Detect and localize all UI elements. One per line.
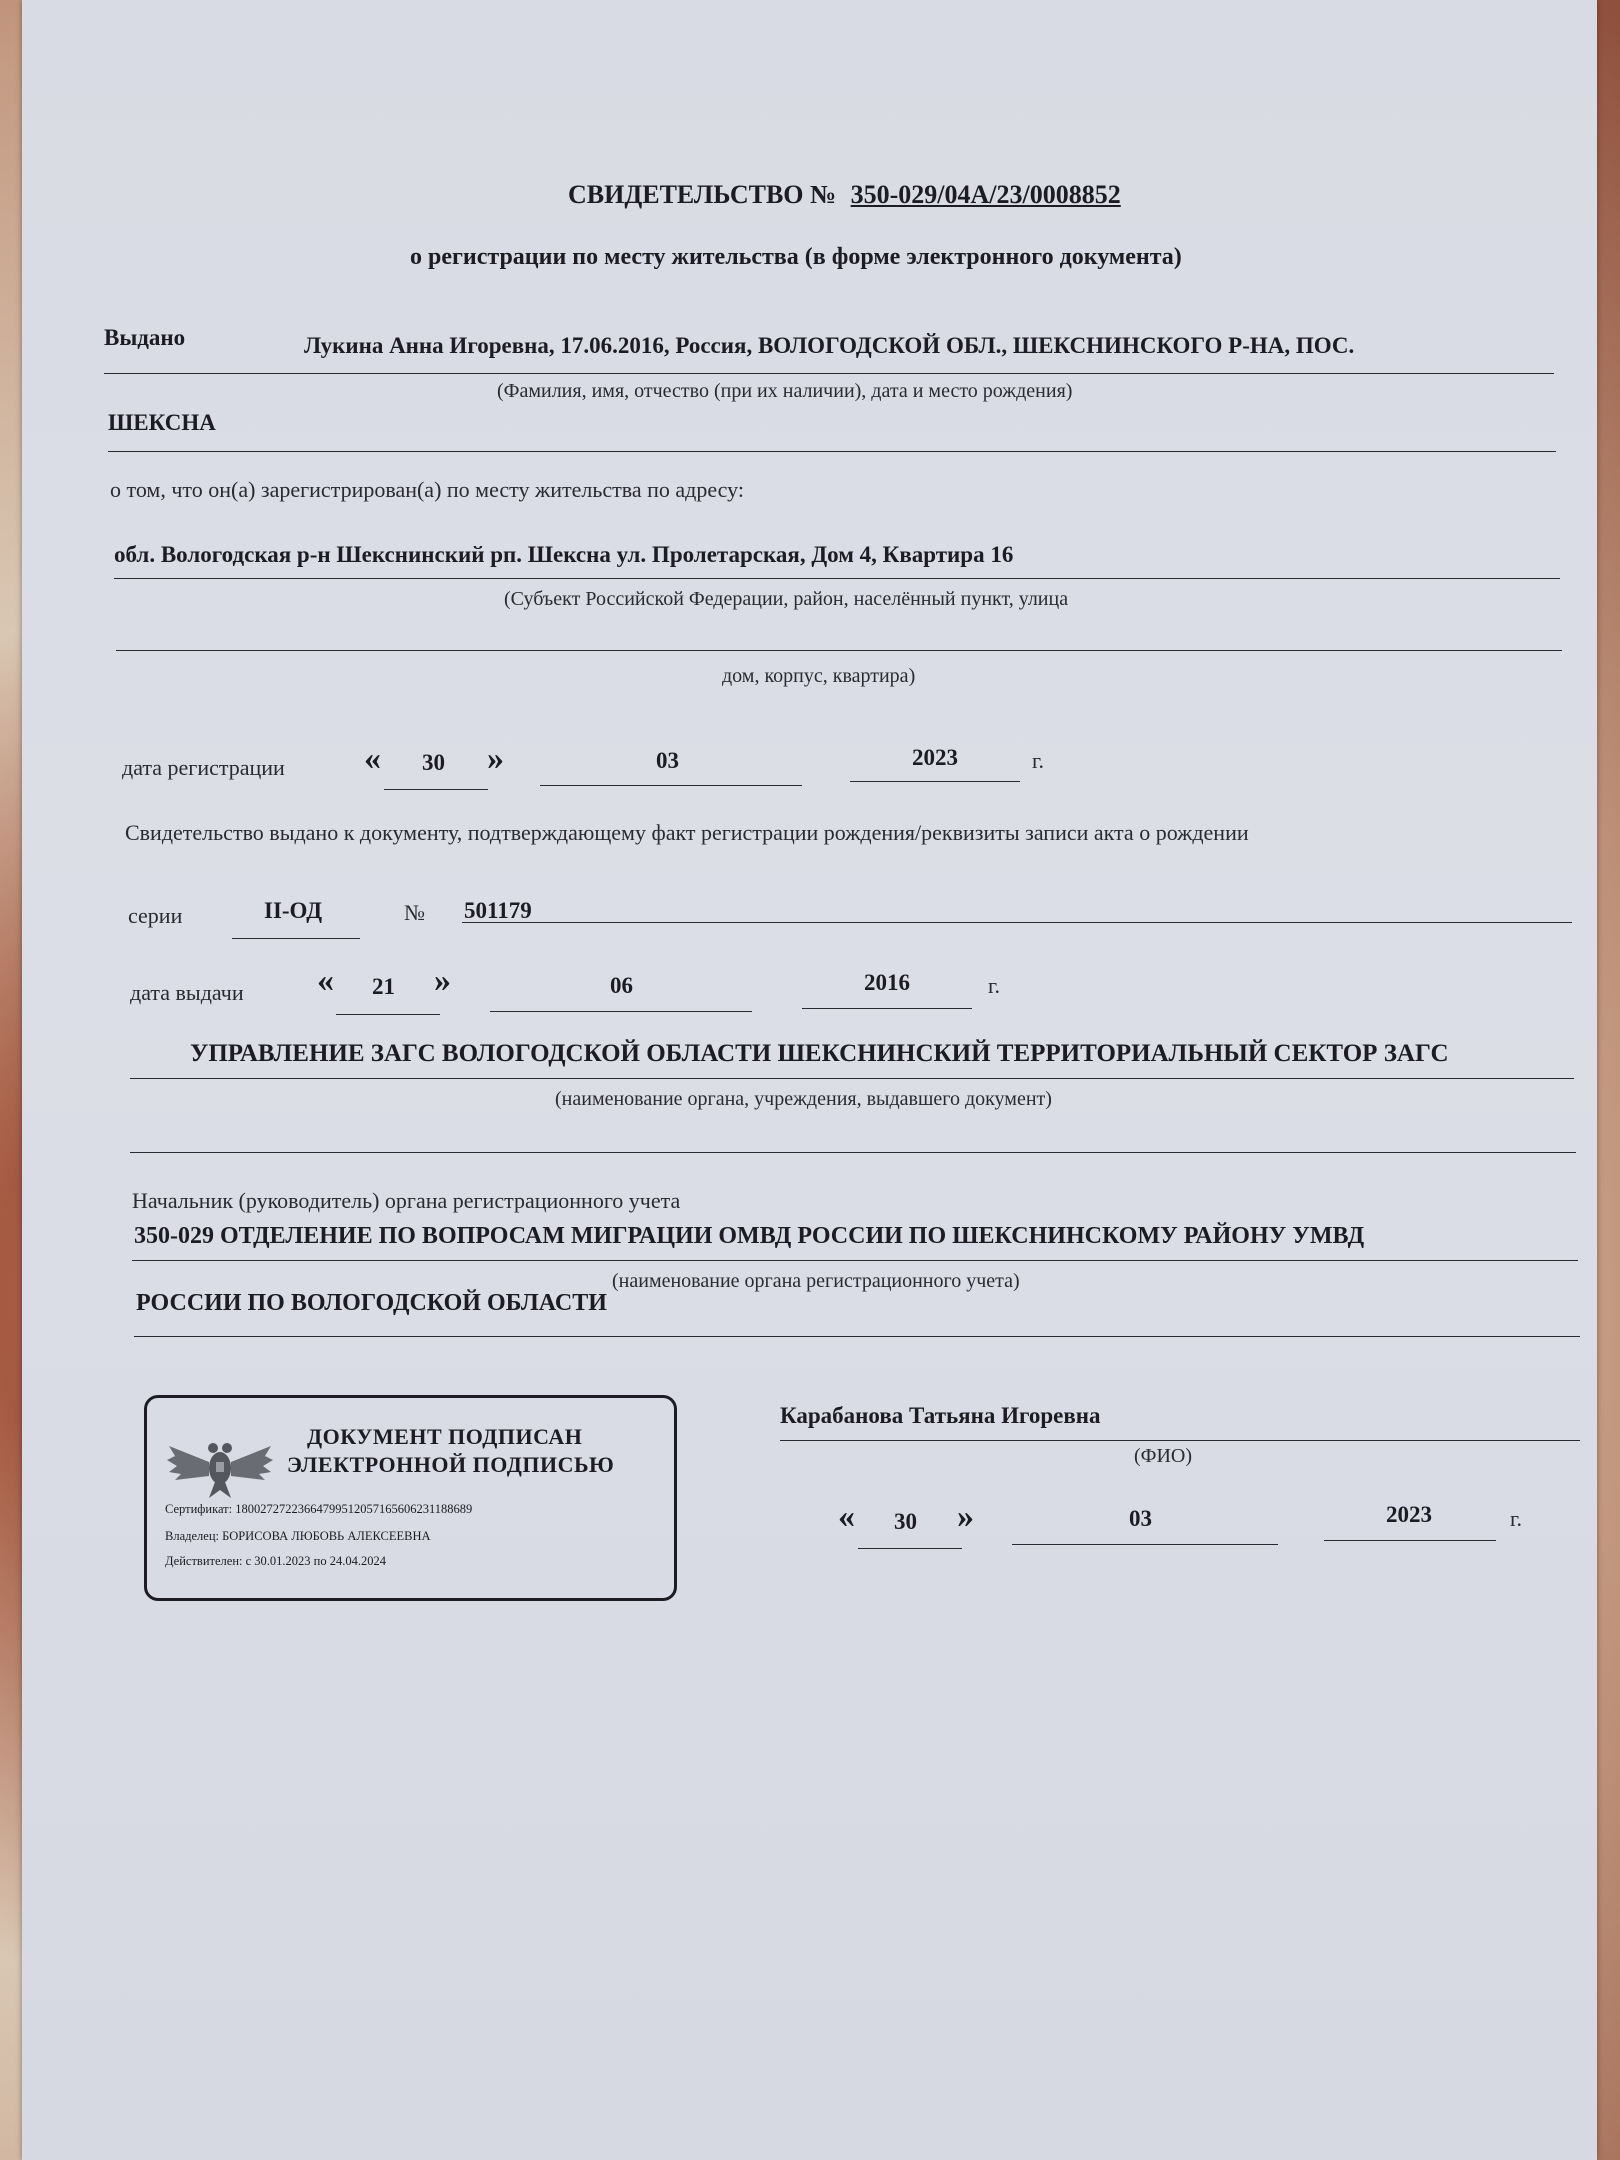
- issued-person-cont: ШЕКСНА: [108, 410, 216, 435]
- signer-line: [780, 1440, 1580, 1441]
- certificate-number: 350-029/04А/23/0008852: [850, 180, 1121, 209]
- signer-day: 30: [894, 1509, 917, 1534]
- registration-close-quote: »: [487, 740, 504, 777]
- issue-day-line: [336, 1014, 440, 1015]
- certificate-title-label: СВИДЕТЕЛЬСТВО №: [568, 180, 837, 209]
- signer-year-suffix: г.: [1510, 1506, 1523, 1531]
- issue-year-line: [802, 1008, 972, 1009]
- electronic-signature-stamp: [144, 1395, 677, 1601]
- stamp-validity: Действителен: с 30.01.2023 по 24.04.2024: [165, 1554, 386, 1568]
- signer-day-line: [858, 1548, 962, 1549]
- address-value: обл. Вологодская р-н Шекснинский рп. Шексна ул. Пролетарская, Дом 4, Квартира 16: [114, 542, 1014, 567]
- series-line: [232, 938, 360, 939]
- address-intro: о том, что он(а) зарегистрирован(а) по месту жительства по адресу:: [110, 477, 744, 502]
- authority-line-2: [134, 1336, 1580, 1337]
- certificate-title: [568, 180, 1121, 210]
- authority-caption: (наименование органа регистрационного учета): [612, 1270, 1020, 1292]
- signer-close-quote: »: [957, 1498, 974, 1535]
- issue-month-line: [490, 1011, 752, 1012]
- issued-line-1: [104, 373, 1554, 374]
- registration-date-label: дата регистрации: [122, 755, 285, 780]
- registration-year: 2023: [912, 745, 958, 770]
- registration-open-quote: «: [364, 740, 381, 777]
- issuer-line-2: [130, 1152, 1576, 1153]
- issued-caption: (Фамилия, имя, отчество (при их наличии), дата и место рождения): [497, 380, 1073, 402]
- signer-caption: (ФИО): [1134, 1445, 1193, 1467]
- registration-day: 30: [422, 750, 445, 775]
- signer-year-line: [1324, 1540, 1496, 1541]
- stamp-title-2: ЭЛЕКТРОННОЙ ПОДПИСЬЮ: [287, 1452, 615, 1477]
- registration-month: 03: [656, 748, 679, 773]
- number-line: [462, 922, 1572, 923]
- document-sheet: [22, 0, 1597, 2160]
- registration-day-line: [384, 789, 488, 790]
- issue-day: 21: [372, 974, 395, 999]
- stamp-owner: Владелец: БОРИСОВА ЛЮБОВЬ АЛЕКСЕЕВНА: [165, 1529, 431, 1543]
- address-line-1: [114, 578, 1560, 579]
- stamp-certificate: Сертификат: 18002727223664799512057165606231188689: [165, 1502, 473, 1516]
- issuer-line: [130, 1078, 1574, 1079]
- certificate-subtitle: о регистрации по месту жительства (в форме электронного документа): [410, 244, 1182, 270]
- issuer-name: УПРАВЛЕНИЕ ЗАГС ВОЛОГОДСКОЙ ОБЛАСТИ ШЕКСНИНСКИЙ ТЕРРИТОРИАЛЬНЫЙ СЕКТОР ЗАГС: [190, 1040, 1449, 1067]
- signer-year: 2023: [1386, 1502, 1432, 1527]
- issue-year-suffix: г.: [988, 973, 1001, 998]
- issued-label: Выдано: [104, 325, 186, 350]
- address-line-2: [116, 650, 1562, 651]
- authority-label: Начальник (руководитель) органа регистрационного учета: [132, 1188, 681, 1213]
- address-caption-1: (Субъект Российской Федерации, район, населённый пункт, улица: [504, 588, 1069, 610]
- registration-year-line: [850, 781, 1020, 782]
- registration-year-suffix: г.: [1032, 748, 1045, 773]
- address-caption-2: дом, корпус, квартира): [722, 665, 916, 687]
- authority-name-cont: РОССИИ ПО ВОЛОГОДСКОЙ ОБЛАСТИ: [136, 1290, 607, 1316]
- series-value: II-ОД: [264, 898, 323, 923]
- series-label: серии: [128, 903, 183, 928]
- issued-line-2: [108, 451, 1556, 452]
- issue-year: 2016: [864, 970, 910, 995]
- eagle-emblem-icon: [165, 1432, 275, 1502]
- number-value: 501179: [464, 898, 532, 923]
- signer-month-line: [1012, 1544, 1278, 1545]
- issue-open-quote: «: [317, 962, 334, 999]
- authority-name: 350-029 ОТДЕЛЕНИЕ ПО ВОПРОСАМ МИГРАЦИИ ОМВД РОССИИ ПО ШЕКСНИНСКОМУ РАЙОНУ УМВД: [134, 1223, 1365, 1249]
- registration-month-line: [540, 785, 802, 786]
- signer-month: 03: [1129, 1506, 1152, 1531]
- issued-person: Лукина Анна Игоревна, 17.06.2016, Россия, ВОЛОГОДСКОЙ ОБЛ., ШЕКСНИНСКОГО Р-НА, ПОС.: [304, 333, 1355, 358]
- number-label: №: [404, 900, 425, 925]
- issue-month: 06: [610, 973, 633, 998]
- signer-open-quote: «: [838, 1498, 855, 1535]
- document-intro: Свидетельство выдано к документу, подтверждающему факт регистрации рождения/реквизиты записи акта о рождении: [125, 820, 1249, 845]
- signer-name: Карабанова Татьяна Игоревна: [780, 1403, 1101, 1428]
- issuer-caption: (наименование органа, учреждения, выдавшего документ): [555, 1088, 1052, 1110]
- issue-date-label: дата выдачи: [130, 980, 244, 1005]
- authority-line-1: [132, 1260, 1578, 1261]
- stamp-title-1: ДОКУМЕНТ ПОДПИСАН: [307, 1424, 583, 1449]
- issue-close-quote: »: [434, 962, 451, 999]
